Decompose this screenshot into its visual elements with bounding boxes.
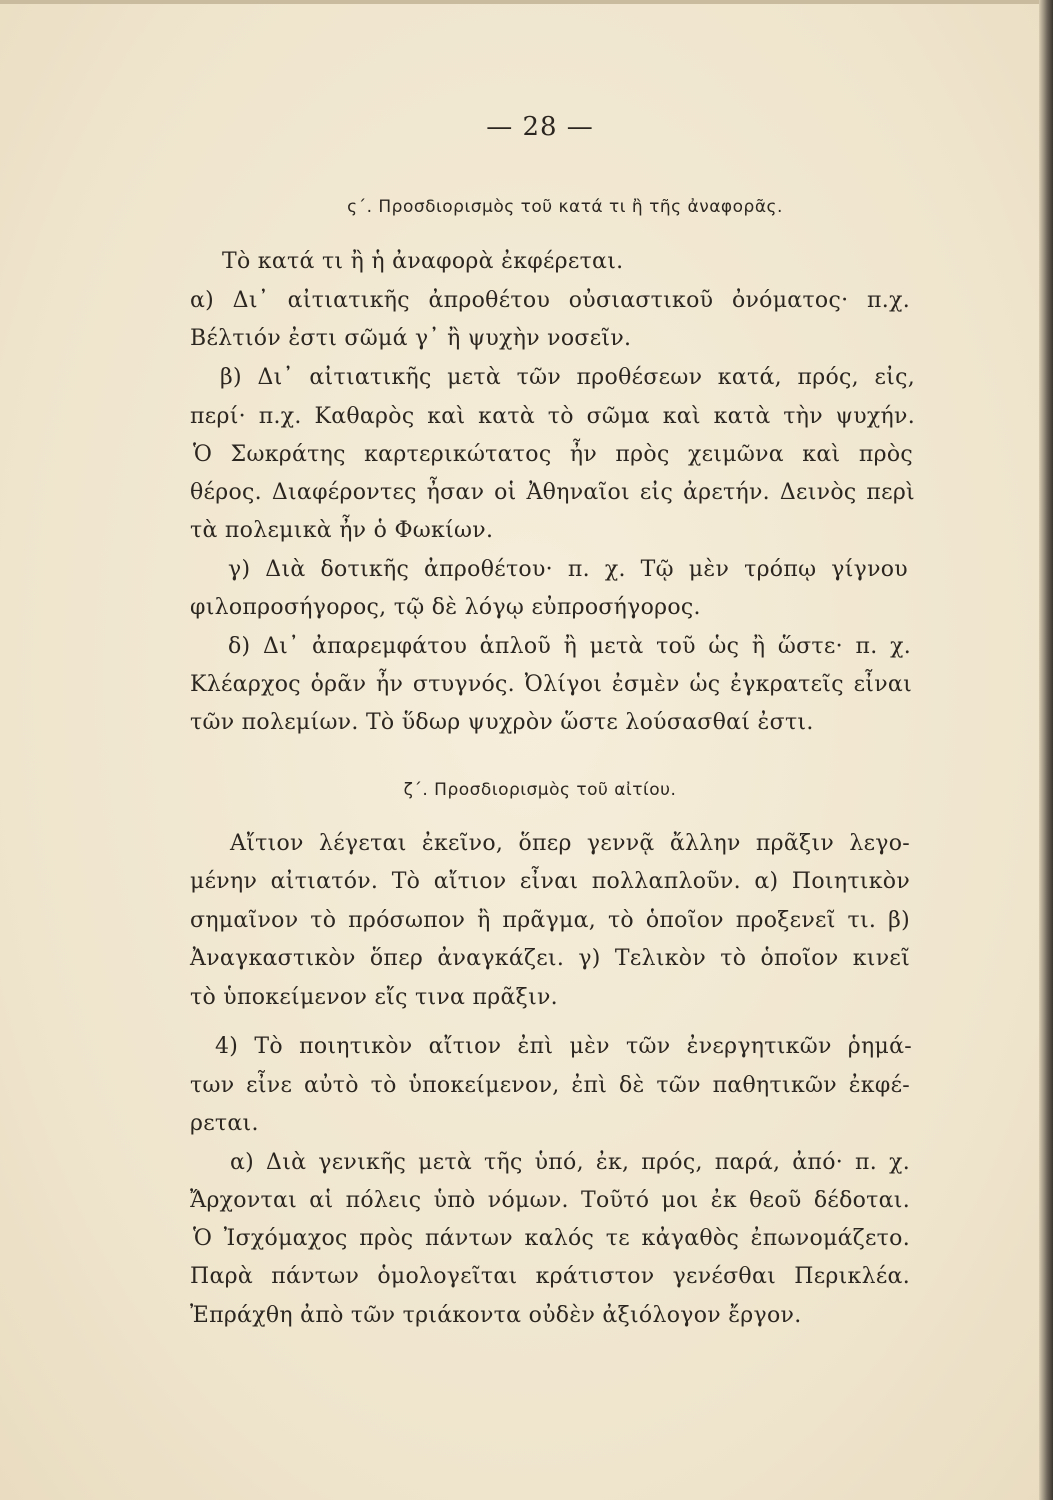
page-binding-edge <box>1039 0 1053 1500</box>
text-line: β) Δι᾽ αἰτιατικῆς μετὰ τῶν προθέσεων κατά, πρός, εἰς, <box>220 365 915 390</box>
text-line: τῶν πολεμίων. Τὸ ὕδωρ ψυχρὸν ὥστε λούσασθαί ἐστι. <box>190 710 814 735</box>
text-line: τὸ ὑποκείμενον εἴς τινα πρᾶξιν. <box>190 985 558 1010</box>
page-top-edge <box>0 0 1053 4</box>
section-heading-reference: ς΄. Προσδιορισμὸς τοῦ κατά τι ἢ τῆς ἀναφορᾶς. <box>347 197 783 217</box>
text-line: Ἐπράχθη ἀπὸ τῶν τριάκοντα οὐδὲν ἀξιόλογον ἔργον. <box>190 1303 802 1328</box>
text-line: Τὸ κατά τι ἢ ἡ ἀναφορὰ ἐκφέρεται. <box>222 249 624 274</box>
text-line: των εἶνε αὐτὸ τὸ ὑποκείμενον, ἐπὶ δὲ τῶν παθητικῶν ἐκφέ- <box>190 1073 910 1098</box>
text-line: Ἀναγκαστικὸν ὅπερ ἀναγκάζει. γ) Τελικὸν τὸ ὁποῖον κινεῖ <box>190 946 910 971</box>
text-line: μένην αἰτιατόν. Τὸ αἴτιον εἶναι πολλαπλοῦν. α) Ποιητικὸν <box>190 869 910 894</box>
text-line: 4) Τὸ ποιητικὸν αἴτιον ἐπὶ μὲν τῶν ἐνεργητικῶν ῥημά- <box>215 1034 912 1059</box>
text-line: δ) Δι᾽ ἀπαρεμφάτου ἁπλοῦ ἢ μετὰ τοῦ ὡς ἢ ὥστε· π. χ. <box>228 634 911 659</box>
text-line: Ὁ Σωκράτης καρτερικώτατος ἦν πρὸς χειμῶνα καὶ πρὸς <box>193 442 913 467</box>
text-line: ρεται. <box>190 1111 259 1136</box>
text-line: α) Διὰ γενικῆς μετὰ τῆς ὑπό, ἐκ, πρός, παρά, ἀπό· π. χ. <box>230 1150 910 1175</box>
section-heading-cause: ζ΄. Προσδιορισμὸς τοῦ αἰτίου. <box>403 780 677 800</box>
text-line: Αἴτιον λέγεται ἐκεῖνο, ὅπερ γεννᾷ ἄλλην πρᾶξιν λεγο- <box>230 831 910 856</box>
text-line: περί· π.χ. Καθαρὸς καὶ κατὰ τὸ σῶμα καὶ κατὰ τὴν ψυχήν. <box>190 404 915 429</box>
text-line: Βέλτιόν ἐστι σῶμά γ᾽ ἢ ψυχὴν νοσεῖν. <box>190 326 632 351</box>
text-line: Ἄρχονται αἱ πόλεις ὑπὸ νόμων. Τοῦτό μοι ἐκ θεοῦ δέδοται. <box>190 1188 910 1213</box>
text-line: φιλοπροσήγορος, τῷ δὲ λόγῳ εὐπροσήγορος. <box>190 595 701 620</box>
text-line: γ) Διὰ δοτικῆς ἀπροθέτου· π. χ. Τῷ μὲν τρόπῳ γίγνου <box>228 557 908 582</box>
text-line: α) Δι᾽ αἰτιατικῆς ἀπροθέτου οὐσιαστικοῦ ὀνόματος· π.χ. <box>190 288 910 313</box>
text-line: Παρὰ πάντων ὁμολογεῖται κράτιστον γενέσθαι Περικλέα. <box>190 1264 910 1289</box>
text-line: Ὁ Ἰσχόμαχος πρὸς πάντων καλός τε κἀγαθὸς ἐπωνομάζετο. <box>193 1226 910 1251</box>
text-line: θέρος. Διαφέροντες ἦσαν οἱ Ἀθηναῖοι εἰς ἀρετήν. Δεινὸς περὶ <box>190 480 915 505</box>
text-line: Κλέαρχος ὁρᾶν ἦν στυγνός. Ὀλίγοι ἐσμὲν ὡς ἐγκρατεῖς εἶναι <box>190 672 912 697</box>
text-line: τὰ πολεμικὰ ἦν ὁ Φωκίων. <box>190 518 494 543</box>
page-number: — 28 — <box>486 112 594 142</box>
text-line: σημαῖνον τὸ πρόσωπον ἢ πρᾶγμα, τὸ ὁποῖον προξενεῖ τι. β) <box>190 908 910 933</box>
